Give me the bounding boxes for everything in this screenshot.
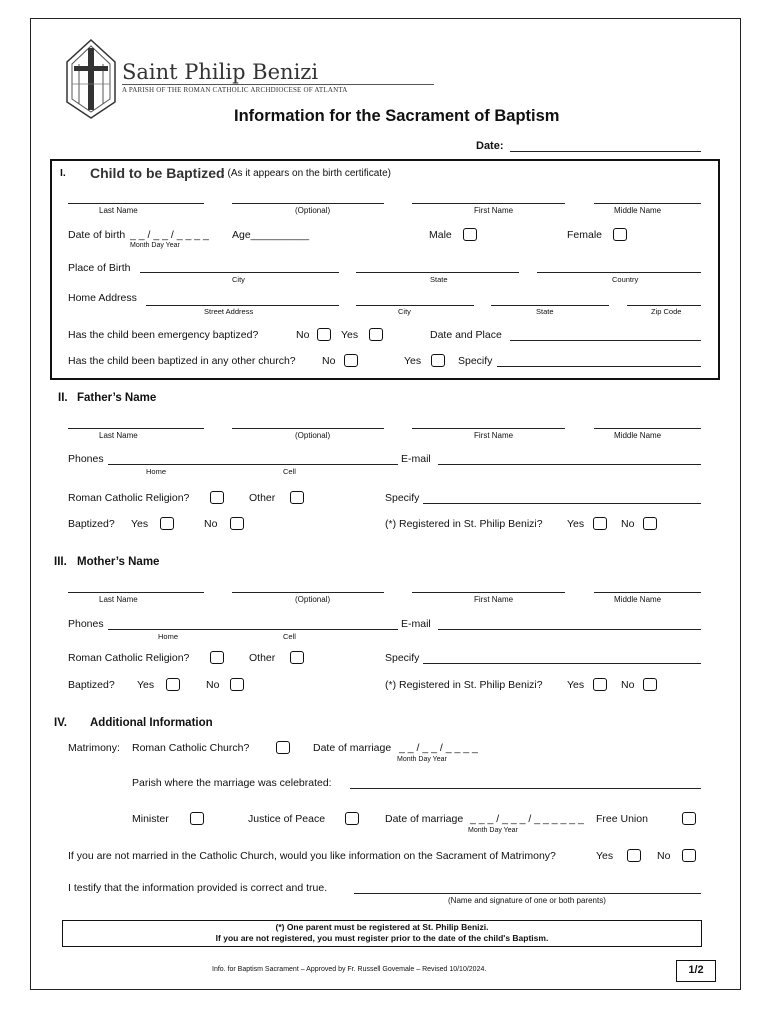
matrimony-info-yes-checkbox[interactable] xyxy=(627,849,641,862)
mother-baptized-question: Baptized? xyxy=(68,679,115,691)
section-child-box xyxy=(50,159,720,380)
notice-line1: (*) One parent must be registered at St. Philip Benizi. xyxy=(275,922,489,932)
pob-state-field[interactable] xyxy=(356,272,519,273)
mother-email-label: E-mail xyxy=(401,618,431,630)
mother-phones-field[interactable] xyxy=(108,629,398,630)
mother-registered-yes-label: Yes xyxy=(567,679,585,691)
minister-label: Minister xyxy=(132,813,169,825)
mother-cell-caption: Cell xyxy=(283,632,296,641)
male-checkbox[interactable] xyxy=(463,228,477,241)
father-cell-caption: Cell xyxy=(283,467,296,476)
section2-number: II. xyxy=(58,392,68,404)
mother-other-checkbox[interactable] xyxy=(290,651,304,664)
father-first-caption: First Name xyxy=(474,431,514,440)
dob-field[interactable]: _ _ / _ _ / _ _ _ _ xyxy=(130,229,209,241)
mother-first-name-field[interactable] xyxy=(412,592,565,593)
mother-specify-label: Specify xyxy=(385,652,420,664)
date-place-field[interactable] xyxy=(510,340,701,341)
mother-optional-name-field[interactable] xyxy=(232,592,384,593)
testify-statement: I testify that the information provided is correct and true. xyxy=(68,882,328,894)
dob-caption: Month Day Year xyxy=(130,242,180,249)
female-checkbox[interactable] xyxy=(613,228,627,241)
state-caption: State xyxy=(536,307,554,316)
father-baptized-no-label: No xyxy=(204,518,218,530)
father-middle-caption: Middle Name xyxy=(614,431,662,440)
mother-registered-question: (*) Registered in St. Philip Benizi? xyxy=(385,679,543,691)
section2-title: Father’s Name xyxy=(77,392,157,404)
first-name-caption: First Name xyxy=(474,206,514,215)
child-last-name-field[interactable] xyxy=(68,203,204,204)
logo-rule xyxy=(122,84,434,85)
signature-caption: (Name and signature of one or both parents) xyxy=(448,896,606,905)
mother-middle-caption: Middle Name xyxy=(614,595,662,604)
parish-where-label: Parish where the marriage was celebrated: xyxy=(132,777,332,789)
mother-other-label: Other xyxy=(249,652,276,664)
marriage-date2-caption: Month Day Year xyxy=(468,827,518,834)
other-church-specify-field[interactable] xyxy=(497,366,701,367)
father-baptized-yes-label: Yes xyxy=(131,518,149,530)
mother-registered-yes-checkbox[interactable] xyxy=(593,678,607,691)
father-registered-yes-checkbox[interactable] xyxy=(593,517,607,530)
mother-email-field[interactable] xyxy=(438,629,701,630)
matrimony-label: Matrimony: xyxy=(68,742,120,754)
father-phones-field[interactable] xyxy=(108,464,398,465)
father-other-label: Other xyxy=(249,492,276,504)
section3-number: III. xyxy=(54,556,67,568)
mother-registered-no-checkbox[interactable] xyxy=(643,678,657,691)
parish-tagline: A PARISH OF THE ROMAN CATHOLIC ARCHDIOCESE OF ATLANTA xyxy=(122,86,348,94)
father-baptized-no-checkbox[interactable] xyxy=(230,517,244,530)
female-label: Female xyxy=(567,229,603,241)
age-field[interactable]: Age__________ xyxy=(232,229,310,241)
pob-city-caption: City xyxy=(232,275,245,284)
father-registered-no-checkbox[interactable] xyxy=(643,517,657,530)
pob-city-field[interactable] xyxy=(140,272,339,273)
rc-church-question: Roman Catholic Church? xyxy=(132,742,250,754)
pob-state-caption: State xyxy=(430,275,448,284)
pob-country-caption: Country xyxy=(612,275,639,284)
last-name-caption: Last Name xyxy=(99,206,138,215)
section4-title: Additional Information xyxy=(90,717,213,729)
child-first-name-field[interactable] xyxy=(412,203,565,204)
justice-checkbox[interactable] xyxy=(345,812,359,825)
address-state-field[interactable] xyxy=(491,305,609,306)
matrimony-info-yes-label: Yes xyxy=(596,850,614,862)
father-last-caption: Last Name xyxy=(99,431,138,440)
mother-baptized-yes-label: Yes xyxy=(137,679,155,691)
page-number: 1/2 xyxy=(676,960,716,982)
marriage-date-caption: Month Day Year xyxy=(397,756,447,763)
mother-rc-question: Roman Catholic Religion? xyxy=(68,652,190,664)
father-last-name-field[interactable] xyxy=(68,428,204,429)
mother-first-caption: First Name xyxy=(474,595,514,604)
pob-country-field[interactable] xyxy=(537,272,701,273)
father-optional-name-field[interactable] xyxy=(232,428,384,429)
signature-field[interactable] xyxy=(354,893,701,894)
father-optional-caption: (Optional) xyxy=(295,431,331,440)
father-baptized-question: Baptized? xyxy=(68,518,115,530)
zip-caption: Zip Code xyxy=(651,307,682,316)
other-church-no-checkbox[interactable] xyxy=(344,354,358,367)
other-church-yes-checkbox[interactable] xyxy=(431,354,445,367)
address-label: Home Address xyxy=(68,292,137,304)
father-other-checkbox[interactable] xyxy=(290,491,304,504)
mother-last-name-field[interactable] xyxy=(68,592,204,593)
marriage-date-label: Date of marriage xyxy=(313,742,392,754)
father-registered-yes-label: Yes xyxy=(567,518,585,530)
church-logo-icon xyxy=(62,38,120,120)
mother-baptized-no-checkbox[interactable] xyxy=(230,678,244,691)
mother-optional-caption: (Optional) xyxy=(295,595,331,604)
section1-title: Child to be Baptized xyxy=(90,165,225,181)
mother-middle-name-field[interactable] xyxy=(594,592,701,593)
father-registered-question: (*) Registered in St. Philip Benizi? xyxy=(385,518,543,530)
father-specify-field[interactable] xyxy=(423,503,701,504)
justice-label: Justice of Peace xyxy=(248,813,326,825)
emergency-no-checkbox[interactable] xyxy=(317,328,331,341)
other-church-question: Has the child been baptized in any other church? xyxy=(68,355,296,367)
date-place-label: Date and Place xyxy=(430,329,502,341)
street-caption: Street Address xyxy=(204,307,254,316)
pob-label: Place of Birth xyxy=(68,262,131,274)
other-church-no-label: No xyxy=(322,355,336,367)
parish-name: Saint Philip Benizi xyxy=(122,60,319,84)
section4-number: IV. xyxy=(54,717,68,729)
minister-checkbox[interactable] xyxy=(190,812,204,825)
section3-title: Mother’s Name xyxy=(77,556,160,568)
father-rc-checkbox[interactable] xyxy=(210,491,224,504)
other-church-specify-label: Specify xyxy=(458,355,493,367)
emergency-yes-checkbox[interactable] xyxy=(369,328,383,341)
section1-number: I. xyxy=(60,167,66,179)
father-home-caption: Home xyxy=(146,467,167,476)
city-caption: City xyxy=(398,307,411,316)
footer-text: Info. for Baptism Sacrament – Approved by Fr. Russell Govemale – Revised 10/10/2024. xyxy=(212,966,487,973)
other-church-yes-label: Yes xyxy=(404,355,422,367)
marriage-date2-label: Date of marriage xyxy=(385,813,464,825)
mother-phones-label: Phones xyxy=(68,618,104,630)
mother-baptized-yes-checkbox[interactable] xyxy=(166,678,180,691)
father-phones-label: Phones xyxy=(68,453,104,465)
free-union-checkbox[interactable] xyxy=(682,812,696,825)
emergency-question: Has the child been emergency baptized? xyxy=(68,329,259,341)
matrimony-info-question: If you are not married in the Catholic Church, would you like information on the Sacrament of Matrimony? xyxy=(68,850,556,862)
address-zip-field[interactable] xyxy=(627,305,701,306)
male-label: Male xyxy=(429,229,452,241)
parish-where-field[interactable] xyxy=(350,788,701,789)
optional-name-caption: (Optional) xyxy=(295,206,331,215)
emergency-yes-label: Yes xyxy=(341,329,359,341)
mother-registered-no-label: No xyxy=(621,679,635,691)
form-title: Information for the Sacrament of Baptism xyxy=(234,107,560,125)
father-email-label: E-mail xyxy=(401,453,431,465)
dob-label: Date of birth xyxy=(68,229,126,241)
marriage-date-field[interactable]: _ _ / _ _ / _ _ _ _ xyxy=(399,742,478,754)
mother-baptized-no-label: No xyxy=(206,679,220,691)
matrimony-info-no-label: No xyxy=(657,850,671,862)
mother-specify-field[interactable] xyxy=(423,663,701,664)
address-street-field[interactable] xyxy=(146,305,339,306)
marriage-date2-field[interactable]: _ _ _ / _ _ _ / _ _ _ _ _ _ xyxy=(470,813,584,825)
middle-name-caption: Middle Name xyxy=(614,206,662,215)
address-city-field[interactable] xyxy=(356,305,474,306)
father-middle-name-field[interactable] xyxy=(594,428,701,429)
date-label: Date: xyxy=(476,140,504,152)
mother-home-caption: Home xyxy=(158,632,179,641)
father-registered-no-label: No xyxy=(621,518,635,530)
father-email-field[interactable] xyxy=(438,464,701,465)
emergency-no-label: No xyxy=(296,329,310,341)
notice-line2: If you are not registered, you must register prior to the date of the child's Baptism. xyxy=(215,933,549,943)
father-rc-question: Roman Catholic Religion? xyxy=(68,492,190,504)
free-union-label: Free Union xyxy=(596,813,648,825)
mother-rc-checkbox[interactable] xyxy=(210,651,224,664)
child-middle-name-field[interactable] xyxy=(594,203,701,204)
section1-subtitle: : (As it appears on the birth certificate) xyxy=(222,168,391,179)
father-specify-label: Specify xyxy=(385,492,420,504)
father-baptized-yes-checkbox[interactable] xyxy=(160,517,174,530)
father-first-name-field[interactable] xyxy=(412,428,565,429)
date-field[interactable] xyxy=(510,151,701,152)
matrimony-info-no-checkbox[interactable] xyxy=(682,849,696,862)
rc-church-checkbox[interactable] xyxy=(276,741,290,754)
child-optional-name-field[interactable] xyxy=(232,203,384,204)
mother-last-caption: Last Name xyxy=(99,595,138,604)
